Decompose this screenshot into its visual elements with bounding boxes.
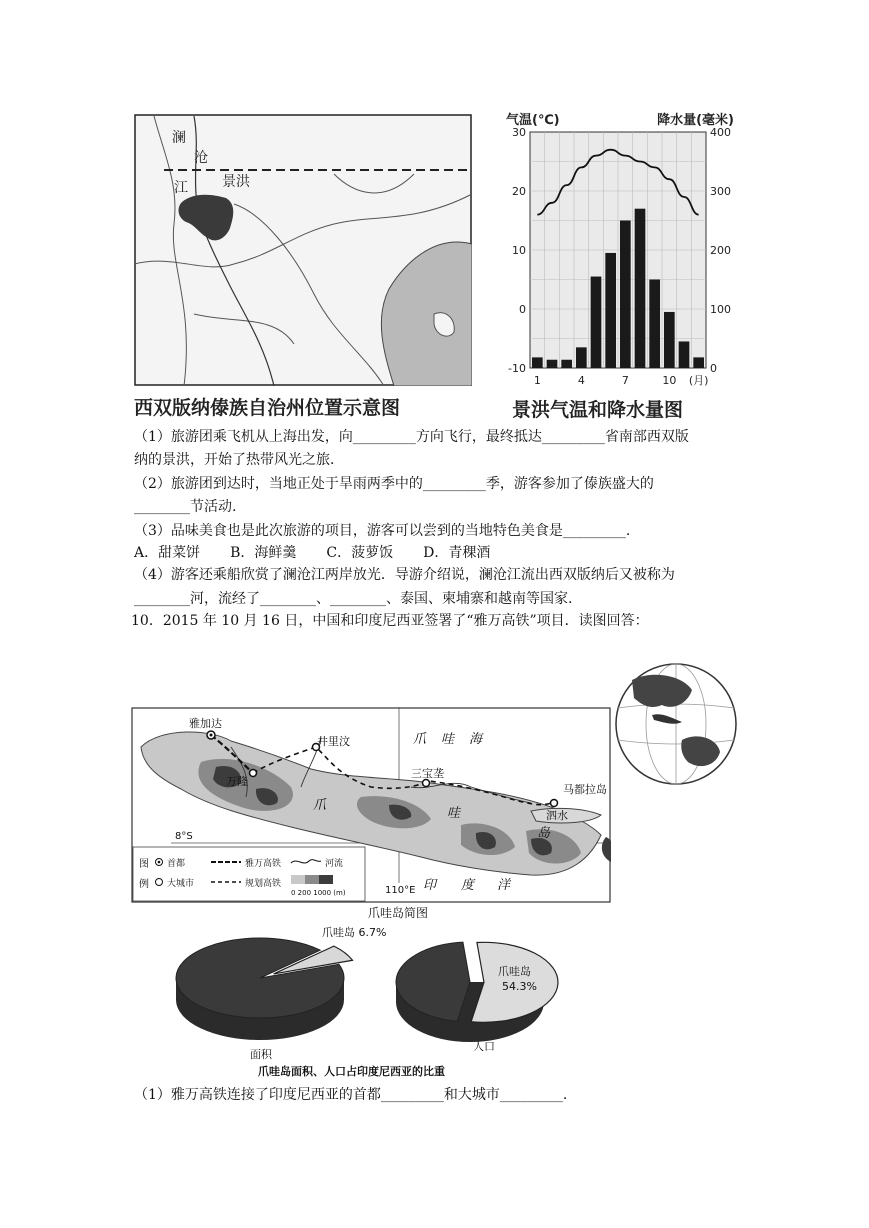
svg-text:爪: 爪: [313, 798, 327, 813]
q9-line-4: [134, 497, 236, 517]
x-tick: 4: [577, 374, 585, 387]
blank-river: ________: [134, 591, 190, 607]
q9-options: [134, 543, 490, 563]
precip-bar-9: [649, 280, 660, 369]
precip-bar-8: [635, 209, 646, 368]
svg-text:规划高铁: 规划高铁: [245, 879, 282, 889]
xishuangbanna-location-map: [134, 114, 472, 386]
precip-bar-6: [605, 253, 616, 368]
right-tick: 300: [710, 185, 731, 198]
x-tick: 7: [621, 374, 629, 387]
blank-festival: ________: [134, 499, 190, 515]
q9-p4c: 、: [316, 591, 330, 607]
svg-text:雅万高铁: 雅万高铁: [245, 859, 282, 869]
q10-p1a: （1）雅万高铁连接了印度尼西亚的首都: [134, 1087, 381, 1103]
java-island-map: [131, 707, 611, 903]
pop-label: 人口: [473, 1040, 495, 1053]
city-jakarta: 雅加达: [189, 717, 222, 730]
svg-text:0 200 1000 (m): 0 200 1000 (m): [291, 889, 346, 897]
svg-text:爪: 爪: [413, 732, 427, 747]
blank-food: _________: [562, 523, 626, 539]
q9-p2b: 季，游客参加了傣族盛大的: [485, 476, 654, 492]
q9-p4d: 、泰国、柬埔寨和越南等国家.: [386, 591, 573, 607]
svg-text:哇: 哇: [441, 732, 455, 747]
blank-season: _________: [422, 476, 486, 492]
svg-text:河流: 河流: [325, 859, 344, 869]
blank-country-2: ________: [330, 591, 386, 607]
city-surabaya: 泗水: [546, 809, 568, 822]
map1-label-jinghong: 景洪: [222, 174, 250, 190]
map1-label-lan: 澜: [172, 130, 186, 146]
svg-text:首都: 首都: [167, 859, 186, 869]
globe-inset: [612, 660, 740, 788]
left-tick: 0: [519, 303, 526, 316]
q9-line-2: 纳的景洪，开始了热带风光之旅.: [134, 452, 335, 468]
precip-bar-11: [679, 341, 690, 368]
precip-bar-10: [664, 312, 675, 368]
city-bandung: 万隆: [226, 775, 248, 788]
q9-p2a: （2）旅游团到达时，当地正处于旱雨两季中的: [134, 476, 423, 492]
area-slice-label: 爪哇岛 6.7%: [322, 926, 387, 939]
q9-p3: （3）品味美食也是此次旅游的项目，游客可以尝到的当地特色美食是: [134, 523, 563, 539]
q9-p1c: 省南部西双版: [604, 429, 689, 445]
q10-p1b: 和大城市: [443, 1087, 500, 1103]
option-a: A．甜菜饼: [134, 545, 201, 561]
svg-text:哇: 哇: [447, 806, 461, 821]
left-tick: 20: [512, 185, 526, 198]
q9-line-3: [134, 474, 654, 494]
svg-text:印: 印: [423, 878, 437, 893]
right-axis-title: 降水量(毫米): [657, 113, 734, 128]
svg-text:例: 例: [139, 879, 149, 890]
blank-city: _________: [499, 1087, 563, 1103]
map1-label-jiang: 江: [174, 180, 188, 196]
java-map-legend: [133, 847, 365, 901]
blank-capital: _________: [380, 1087, 444, 1103]
blank-province: _________: [541, 429, 605, 445]
q10-p1c: .: [562, 1087, 568, 1103]
precip-bar-5: [591, 277, 602, 368]
q9-p3-end: .: [625, 523, 631, 539]
q9-p1b: 方向飞行，最终抵达: [415, 429, 542, 445]
right-tick: 100: [710, 303, 731, 316]
right-tick: 200: [710, 244, 731, 257]
map1-label-cang: 沧: [194, 150, 208, 166]
java-share-pies: [170, 920, 560, 1060]
area-pie-rest: [176, 938, 344, 1018]
q10-line-1: [134, 1085, 567, 1105]
precip-bar-12: [693, 357, 704, 368]
left-tick: 10: [512, 244, 526, 257]
svg-text:图: 图: [139, 859, 149, 870]
right-tick: 0: [710, 362, 717, 375]
option-b: B．海鲜羹: [230, 545, 297, 561]
map1-caption: 西双版纳傣族自治州位置示意图: [134, 397, 401, 419]
q9-line-8: [134, 589, 572, 609]
q9-p2c: 节活动.: [190, 499, 237, 515]
q9-line-7: （4）游客还乘船欣赏了澜沧江两岸放光．导游介绍说，澜沧江流出西双版纳后又被称为: [134, 567, 675, 583]
q9-p1a: （1）旅游团乘飞机从上海出发，向: [134, 429, 353, 445]
x-unit: (月): [688, 374, 709, 387]
area-label: 面积: [250, 1048, 272, 1060]
q9-line-1: [134, 427, 689, 447]
svg-text:大城市: 大城市: [167, 879, 195, 889]
precip-bar-7: [620, 221, 631, 369]
city-semarang: 三宝垄: [411, 767, 444, 780]
pop-slice-label-1: 爪哇岛: [498, 965, 531, 978]
blank-country-1: ________: [260, 591, 316, 607]
svg-text:洋: 洋: [497, 878, 511, 893]
q9-line-5: [134, 521, 630, 541]
jinghong-climate-chart: [504, 110, 736, 392]
svg-text:度: 度: [461, 878, 475, 893]
label-lat: 8°S: [175, 831, 193, 842]
option-d: D．青稞酒: [423, 545, 491, 561]
precip-bar-3: [561, 360, 572, 368]
precip-bar-1: [532, 357, 543, 368]
pies-caption: 爪哇岛面积、人口占印度尼西亚的比重: [258, 1065, 445, 1078]
x-tick: 10: [662, 374, 677, 387]
q10-intro: 10．2015 年 10 月 16 日，中国和印度尼西亚签署了“雅万高铁”项目．读图回答：: [131, 613, 649, 629]
q9-p4b: 河，流经了: [190, 591, 260, 607]
java-map-caption: 爪哇岛简图: [368, 906, 429, 920]
x-tick: 1: [533, 374, 541, 387]
right-tick: 400: [710, 126, 731, 139]
blank-direction: _________: [352, 429, 416, 445]
left-axis-title: 气温(℃): [506, 113, 560, 128]
label-lon: 110°E: [385, 885, 416, 896]
left-tick: 30: [512, 126, 526, 139]
svg-text:海: 海: [469, 732, 483, 747]
left-tick: -10: [508, 362, 526, 375]
pop-slice-label-2: 54.3%: [502, 980, 537, 993]
svg-text:岛: 岛: [537, 826, 551, 841]
city-cirebon: 井里汶: [317, 735, 350, 748]
climate-caption: 景洪气温和降水量图: [512, 399, 684, 421]
precip-bar-4: [576, 347, 587, 368]
precip-bar-2: [547, 360, 558, 368]
option-c: C．菠萝饭: [326, 545, 394, 561]
label-madura: 马都拉岛: [563, 783, 607, 796]
